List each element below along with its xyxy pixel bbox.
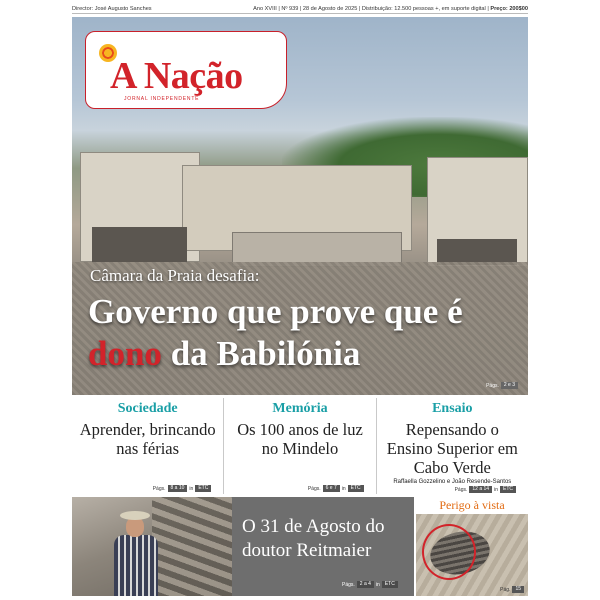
highlight-circle (422, 524, 476, 580)
headline-text: Governo que prove que é (88, 292, 463, 331)
section-page-ref (308, 485, 364, 492)
person-figure (112, 509, 164, 596)
cover-hero[interactable] (72, 17, 528, 395)
page-label: Págs. (152, 485, 166, 492)
reitmaier-photo[interactable] (72, 497, 232, 596)
ref-label: in (494, 486, 498, 493)
issue-info (253, 6, 528, 12)
section-page-ref (455, 486, 516, 493)
section-teasers (72, 398, 528, 494)
story-page-ref (342, 581, 398, 588)
supplement-ref: ETC (382, 581, 398, 588)
newspaper-logo[interactable] (85, 31, 287, 109)
cover-headline[interactable] (88, 291, 518, 375)
page-number: 8 a 10 (168, 485, 188, 492)
page-number: 15 (512, 586, 524, 593)
page-label: Págs. (486, 382, 499, 389)
section-teaser-memoria[interactable] (224, 398, 376, 494)
story-title: O 31 de Agosto do doutor Reitmaier (242, 516, 385, 561)
page-number: 12 a 14 (469, 486, 492, 493)
section-teaser-ensaio[interactable] (377, 398, 528, 494)
page-label: Págs. (307, 485, 321, 492)
headline-accent: dono (88, 334, 162, 373)
drain-photo (416, 514, 528, 596)
perigo-teaser[interactable] (416, 497, 528, 596)
supplement-ref: ETC (348, 485, 364, 492)
supplement-ref: ETC (195, 485, 211, 492)
hat-icon (120, 511, 150, 520)
page-number: 2 e 3 (501, 382, 518, 389)
issue-text: Ano XVIII | Nº 939 | 28 de Agosto de 2025 | Distribuição: 12.500 pessoas +, em suporte digital | (253, 5, 489, 12)
ref-label: in (189, 485, 194, 492)
cover-kicker: Câmara da Praia desafia: (90, 266, 260, 285)
section-label: Sociedade (117, 401, 178, 416)
ref-label: in (375, 581, 380, 588)
section-title: Repensando o Ensino Superior em Cabo Verde (386, 420, 518, 477)
face (126, 517, 144, 537)
page-number: 2 a 4 (357, 581, 374, 588)
price-text: Preço: 200$00 (490, 5, 528, 12)
building-shadow (92, 227, 187, 262)
section-page-ref (153, 485, 212, 492)
page-number: 6 e 7 (323, 485, 340, 492)
logo-title: A Nação (110, 55, 243, 97)
stone-wall (152, 497, 232, 596)
perigo-label: Perigo à vista (439, 498, 505, 512)
logo-subtitle: JORNAL INDEPENDENTE (124, 96, 200, 102)
supplement-ref: ETC (500, 486, 516, 493)
section-label: Ensaio (432, 401, 473, 416)
section-author: Raffaella Gozzelino e João Resende-Santos (393, 479, 512, 485)
perigo-page-ref (500, 586, 524, 593)
ref-label: in (341, 485, 346, 492)
page-label: Págs. (454, 486, 468, 493)
headline-text-end: da Babilónia (161, 334, 361, 373)
shirt (114, 535, 158, 596)
section-title: Aprender, brincando nas férias (79, 420, 216, 458)
reitmaier-story[interactable] (232, 497, 414, 596)
bottom-row (72, 497, 528, 596)
section-label: Memória (272, 401, 328, 416)
page-label: Pág. (500, 586, 511, 593)
director-text: Director: José Augusto Sanches (72, 5, 152, 12)
page-label: Págs. (342, 581, 355, 588)
cover-page-ref (486, 382, 518, 389)
section-title: Os 100 anos de luz no Mindelo (237, 420, 363, 458)
section-teaser-sociedade[interactable] (72, 398, 224, 494)
masthead-info-bar (72, 4, 528, 14)
